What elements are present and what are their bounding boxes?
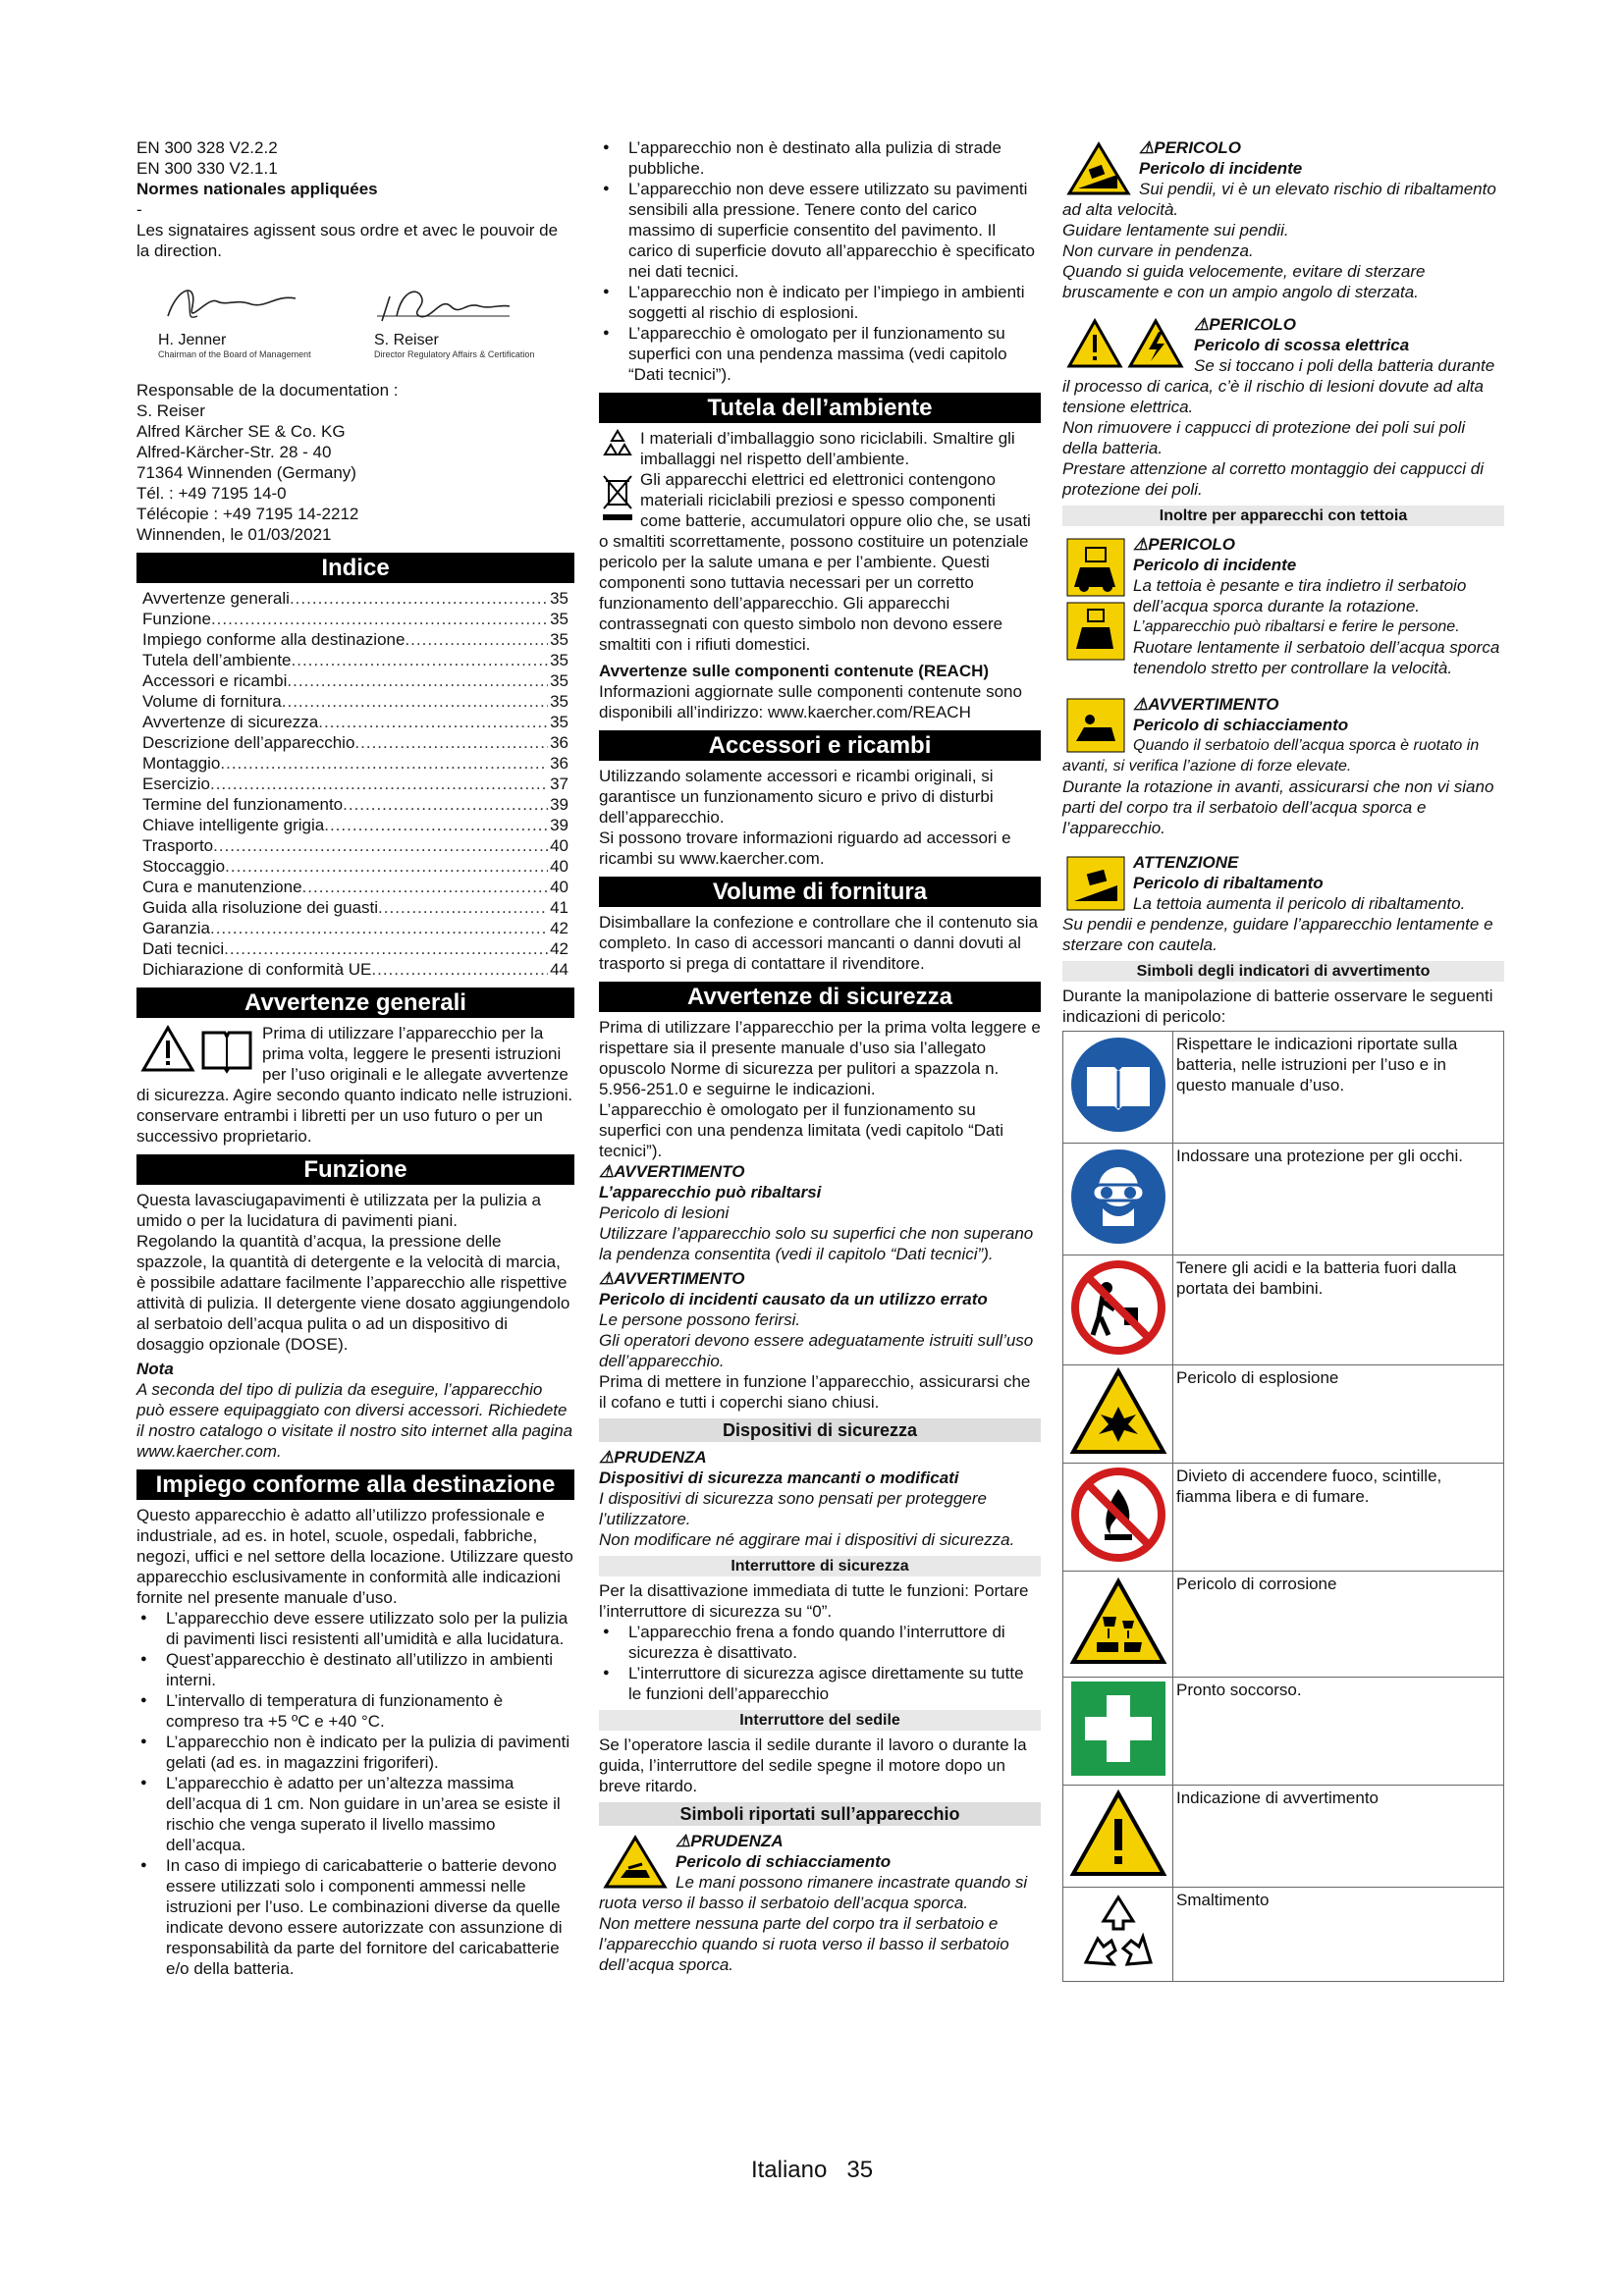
symbol-description: Indossare una protezione per gli occhi.: [1173, 1144, 1504, 1255]
recycling-icon: [1074, 1890, 1163, 1974]
responsible-line: Alfred-Kärcher-Str. 28 - 40: [136, 443, 332, 461]
list-item: ● L’intervallo di temperatura di funzionamento è compreso tra +5 ºC e +40 °C.: [136, 1690, 574, 1732]
symbol-description: Pericolo di corrosione: [1173, 1572, 1504, 1678]
toc-leader: [210, 774, 548, 794]
symbol-cell: [1063, 1255, 1173, 1365]
list-item: ● L’apparecchio non è indicato per l’impiego in ambienti soggetti al rischio di esplosioni.: [599, 282, 1041, 323]
toc-entry[interactable]: [136, 753, 574, 774]
explosion-danger-icon: [1069, 1367, 1167, 1456]
general-warnings-text-2: conservare entrambi i libretti per un uso futuro o per un successivo proprietario.: [136, 1106, 543, 1146]
toc-entry-title: Avvertenze di sicurezza: [142, 713, 319, 731]
function-text: Questa lavasciugapavimenti è utilizzata per la pulizia a umido o per la lucidatura di pavimenti piani.: [136, 1191, 542, 1230]
read-manual-icon: [1069, 1036, 1167, 1134]
symbol-cell: [1063, 1032, 1173, 1144]
warning-consequence: L’apparecchio può ribaltarsi e ferire le persone.: [1133, 618, 1460, 635]
warning-level: ⚠PERICOLO: [1139, 138, 1242, 157]
toc-entry-title: Stoccaggio: [142, 857, 226, 876]
environment-heading: Tutela dell’ambiente: [599, 393, 1041, 423]
device-symbols-heading: Simboli riportati sull’apparecchio: [599, 1802, 1041, 1826]
corrosion-danger-icon: [1069, 1577, 1167, 1666]
page-number: 35: [846, 2157, 874, 2183]
toc-entry-page: 35: [550, 651, 568, 669]
tank-crush-icon: [1066, 698, 1125, 753]
symbol-cell: [1063, 1144, 1173, 1255]
warning-title: Pericolo di ribaltamento: [1133, 874, 1324, 892]
toc-entry-page: 40: [550, 878, 568, 896]
warning-measure: Non rimuovere i cappucci di protezione dei poli sui poli della batteria.: [1062, 418, 1466, 457]
warning-title: Pericolo di incidente: [1139, 159, 1303, 178]
list-item: ● L’apparecchio non deve essere utilizzato su pavimenti sensibili alla pressione. Tenere conto del carico massimo di superficie consentito del pavimento. Il carico di superficie dovuto all’apparecchio è specificato nei dati tecnici.: [599, 179, 1041, 282]
toc-entry[interactable]: [136, 691, 574, 712]
roof-tip-block: [1062, 852, 1504, 955]
warning-measure: Prestare attenzione al corretto montaggio dei cappucci di protezione dei poli.: [1062, 459, 1485, 499]
warning-consequence: La tettoia è pesante e tira indietro il serbatoio dell’acqua sporca durante la rotazione.: [1133, 576, 1467, 615]
eye-protection-icon: [1069, 1148, 1167, 1246]
table-row: [1063, 1572, 1504, 1678]
warning-consequence: Pericolo di lesioni: [599, 1203, 730, 1222]
list-item: ● L’apparecchio è omologato per il funzionamento su superfici con una pendenza massima (vedi capitolo “Dati tecnici”).: [599, 323, 1041, 385]
symbol-cell: [1063, 1572, 1173, 1678]
table-row: [1063, 1255, 1504, 1365]
warning-measure: Su pendii e pendenze, guidare l’apparecchio lentamente e sterzare con cautela.: [1062, 915, 1493, 954]
roof-tipping-icon: [1066, 538, 1125, 597]
warning-measure: Non mettere nessuna parte del corpo tra il serbatoio e l’apparecchio quando si ruota verso il basso il serbatoio dell’acqua sporca.: [599, 1914, 1009, 1974]
table-row: [1063, 1678, 1504, 1786]
toc-leader: [225, 856, 548, 877]
toc-entry-title: Accessori e ricambi: [142, 671, 288, 690]
toc-entry-page: 39: [550, 795, 568, 814]
seat-switch-text: Se l’operatore lascia il sedile durante il lavoro o durante la guida, l’interruttore del sedile spegne il motore dopo un breve ritardo.: [599, 1735, 1027, 1795]
list-item: ● L’apparecchio non è indicato per la pulizia di pavimenti gelati (ad es. in magazzini frigoriferi).: [136, 1732, 574, 1773]
reach-title: Avvertenze sulle componenti contenute (REACH): [599, 662, 990, 680]
manual-book-icon: [199, 1025, 254, 1074]
list-item: ● L’interruttore di sicurezza agisce direttamente su tutte le funzioni dell’apparecchio: [599, 1663, 1041, 1704]
note-label: Nota: [136, 1360, 174, 1378]
table-row: [1063, 1144, 1504, 1255]
scope-of-delivery-text: Disimballare la confezione e controllare che il contenuto sia completo. In caso di accessori mancanti o danni dovuti al trasporto si prega di contattare il rivenditore.: [599, 913, 1038, 973]
signer-2-role: Director Regulatory Affairs & Certification: [374, 349, 535, 359]
warning-title: Pericolo di scossa elettrica: [1194, 336, 1410, 354]
warning-measure: Guidare lentamente sui pendii.: [1062, 221, 1289, 240]
general-warnings-block: [136, 1023, 574, 1105]
scope-of-delivery-heading: Volume di fornitura: [599, 877, 1041, 907]
toc-entry-page: 41: [550, 898, 568, 917]
responsible-line: Tél. : +49 7195 14-0: [136, 484, 287, 503]
symbol-cell: [1063, 1464, 1173, 1572]
toc-leader: [343, 794, 548, 815]
indicator-symbols-heading: Simboli degli indicatori di avvertimento: [1062, 961, 1504, 982]
warning-level: ⚠AVVERTIMENTO: [599, 1269, 745, 1288]
signer-1-role: Chairman of the Board of Management: [158, 349, 311, 359]
roof-heading: Inoltre per apparecchi con tettoia: [1062, 506, 1504, 526]
toc-entry[interactable]: [136, 712, 574, 732]
accessories-text: Utilizzando solamente accessori e ricambi originali, si garantisce un funzionamento sicuro e privo di disturbi dell’apparecchio.: [599, 767, 994, 827]
symbol-cell: [1063, 1365, 1173, 1464]
signature-jenner: [158, 277, 305, 330]
roof-tip-caution-icon: [1066, 856, 1125, 911]
safety-switch-heading: Interruttore di sicurezza: [599, 1556, 1041, 1576]
footer-language: Italiano: [750, 2157, 828, 2183]
note-text: A seconda del tipo di pulizia da eseguire, l’apparecchio può essere equipaggiato con diversi accessori. Richiedete il nostro catalogo o visitate il nostro sito internet alla pagina www.kaercher.com.: [136, 1380, 573, 1461]
toc-entry-page: 35: [550, 692, 568, 711]
signature-reiser: [372, 277, 519, 330]
toc-entry-page: 37: [550, 774, 568, 793]
warning-measure: Ruotare lentamente il serbatoio dell’acqua sporca tenendolo stretto per controllare la velocità.: [1133, 638, 1500, 677]
toc-leader: [378, 897, 548, 918]
list-item: ● Quest’apparecchio è destinato all’utilizzo in ambienti interni.: [136, 1649, 574, 1690]
toc-entry-page: 35: [550, 589, 568, 608]
toc-entry-page: 36: [550, 733, 568, 752]
toc-leader: [282, 691, 548, 712]
responsible-line: 71364 Winnenden (Germany): [136, 463, 356, 482]
toc-entry[interactable]: [136, 670, 574, 691]
safety-switch-text: Per la disattivazione immediata di tutte le funzioni: Portare l’interruttore di sicurezza su “0”.: [599, 1581, 1029, 1621]
seat-switch-heading: Interruttore del sedile: [599, 1710, 1041, 1731]
signer-2-name: S. Reiser: [374, 332, 439, 348]
safety-heading: Avvertenze di sicurezza: [599, 982, 1041, 1012]
roof-tipping-icon: [1066, 602, 1125, 661]
toc-leader: [292, 650, 549, 670]
list-item: ● L’apparecchio non è destinato alla pulizia di strade pubbliche.: [599, 137, 1041, 179]
table-row: [1063, 1786, 1504, 1888]
warning-level: ⚠PERICOLO: [1133, 535, 1236, 554]
warning-measure: Utilizzare l’apparecchio solo su superfici che non superano la pendenza consentita (vedi il capitolo “Dati tecnici”).: [599, 1224, 1034, 1263]
toc-entry-title: Termine del funzionamento: [142, 795, 344, 814]
warning-level: ⚠AVVERTIMENTO: [1133, 695, 1279, 714]
reach-text: Informazioni aggiornate sulle componenti contenute sono disponibili all’indirizzo: www.kaercher.com/REACH: [599, 682, 1022, 721]
list-item: ● L’apparecchio è adatto per un’altezza massima dell’acqua di 1 cm. Non guidare in un’area se esiste il rischio che venga superato il livello massimo dell’acqua.: [136, 1773, 574, 1855]
toc-leader: [324, 815, 548, 835]
toc-entry[interactable]: [136, 629, 574, 650]
warning-title: Pericolo di schiacciamento: [1133, 716, 1349, 734]
toc-entry-title: Trasporto: [142, 836, 214, 855]
column-2: [599, 137, 1041, 1975]
general-warning-icon: [1066, 318, 1123, 369]
list-item: ● L’apparecchio deve essere utilizzato solo per la pulizia di pavimenti lisci resistenti all’umidità e alla lucidatura.: [136, 1608, 574, 1649]
table-row: [1063, 1888, 1504, 1982]
warning-level: ⚠AVVERTIMENTO: [599, 1162, 745, 1181]
toc-leader: [287, 670, 548, 691]
warning-level: ⚠PRUDENZA: [599, 1448, 707, 1467]
toc-entry[interactable]: [136, 609, 574, 629]
toc-entry[interactable]: [136, 588, 574, 609]
toc-leader: [213, 835, 548, 856]
toc-leader: [354, 732, 548, 753]
toc-entry-title: Dati tecnici: [142, 939, 225, 958]
keep-away-children-icon: [1069, 1258, 1167, 1357]
toc-entry[interactable]: [136, 856, 574, 877]
responsible-line: Télécopie : +49 7195 14-2212: [136, 505, 359, 523]
warning-level: ATTENZIONE: [1133, 853, 1239, 872]
toc-entry-title: Esercizio: [142, 774, 210, 793]
toc-entry-page: 35: [550, 671, 568, 690]
toc-leader: [210, 918, 548, 938]
toc-leader: [318, 712, 548, 732]
toc-entry-page: 40: [550, 857, 568, 876]
slope-danger-block: [1062, 137, 1504, 220]
toc-leader: [220, 753, 548, 774]
warning-title: Pericolo di incidente: [1133, 556, 1297, 574]
environment-text: I materiali d’imballaggio sono riciclabili. Smaltire gli imballaggi nel rispetto dell’ambiente.: [640, 429, 1015, 468]
warning-consequence: Sui pendii, vi è un elevato rischio di ribaltamento ad alta velocità.: [1062, 180, 1496, 219]
national-standards-value: -: [136, 200, 142, 219]
toc-entry-title: Tutela dell’ambiente: [142, 651, 292, 669]
roof-icons: [1066, 538, 1125, 666]
toc-entry[interactable]: [136, 835, 574, 856]
toc-entry-title: Cura e manutenzione: [142, 878, 302, 896]
warning-title: L’apparecchio può ribaltarsi: [599, 1183, 822, 1201]
intended-use-text: Questo apparecchio è adatto all’utilizzo professionale e industriale, ad es. in hotel, scuole, ospedali, fabbriche, negozi, uffici e nel settore della locazione. Utilizzare questo apparecchio esclusivamente in conformità alle indicazioni fornite nel presente manuale d’uso.: [136, 1506, 573, 1607]
toc-entry[interactable]: [136, 794, 574, 815]
toc-leader: [302, 877, 549, 897]
toc-entry[interactable]: [136, 959, 574, 980]
toc-entry-page: 40: [550, 836, 568, 855]
warning-measure: Non modificare né aggirare mai i dispositivi di sicurezza.: [599, 1530, 1015, 1549]
warning-title: Pericolo di schiacciamento: [676, 1852, 892, 1871]
list-item: ● L’apparecchio frena a fondo quando l’interruttore di sicurezza è disattivato.: [599, 1622, 1041, 1663]
signatories-text: Les signataires agissent sous ordre et avec le pouvoir de la direction.: [136, 221, 559, 260]
list-item: ● In caso di impiego di caricabatterie o batterie devono essere utilizzati solo i componenti ammessi nelle istruzioni per l’uso. Le combinazioni diverse da quelle indicate devono essere autorizzate con assunzione di responsabilità da parte del fornitore del caricabatterie e/o della batteria.: [136, 1855, 574, 1979]
symbol-description: Pericolo di esplosione: [1173, 1365, 1504, 1464]
table-row: [1063, 1464, 1504, 1572]
toc-entry-title: Garanzia: [142, 919, 210, 937]
table-row: [1063, 1365, 1504, 1464]
symbol-description: Divieto di accendere fuoco, scintille, fiamma libera e di fumare.: [1173, 1464, 1504, 1572]
warning-measure: Durante la rotazione in avanti, assicurarsi che non vi siano parti del corpo tra il serbatoio dell’acqua sporca e l’apparecchio.: [1062, 777, 1494, 837]
warning-title: Pericolo di incidenti causato da un utilizzo errato: [599, 1290, 988, 1308]
standard: EN 300 330 V2.1.1: [136, 159, 278, 178]
symbol-cell: [1063, 1888, 1173, 1982]
symbol-description: Rispettare le indicazioni riportate sulla batteria, nelle istruzioni per l’uso e in questo manuale d’uso.: [1173, 1032, 1504, 1144]
toc-entry-page: 36: [550, 754, 568, 773]
symbol-description: Indicazione di avvertimento: [1173, 1786, 1504, 1888]
column-1: [136, 137, 574, 1979]
warning-consequence: Quando il serbatoio dell’acqua sporca è ruotato in avanti, si verifica l’azione di forze elevate.: [1062, 737, 1480, 774]
toc-entry-title: Chiave intelligente grigia: [142, 816, 325, 834]
warning-consequence: Le persone possono ferirsi.: [599, 1310, 801, 1329]
toc-entry-page: 42: [550, 919, 568, 937]
toc-entry-page: 42: [550, 939, 568, 958]
crossed-bin-icon: [601, 473, 634, 522]
roof-crush-block: [1062, 694, 1504, 776]
no-fire-icon: [1069, 1466, 1167, 1564]
general-warnings-text: Prima di utilizzare l’apparecchio per la prima volta, leggere le presenti istruzioni per l’uso originali e le allegate avvertenze di sicurezza. Agire secondo quanto indicato nelle istruzioni.: [136, 1024, 573, 1104]
warning-consequence: Se si toccano i poli della batteria durante il processo di carica, c’è il rischio di lesioni dovute ad alta tensione elettrica.: [1062, 356, 1495, 416]
electric-shock-icon: [1127, 318, 1184, 369]
battery-symbols-table: [1062, 1031, 1504, 1982]
table-of-contents: [136, 588, 574, 980]
safety-devices-heading: Dispositivi di sicurezza: [599, 1418, 1041, 1442]
toc-leader: [290, 588, 548, 609]
warning-measure: Gli operatori devono essere adeguatamente istruiti sull’uso dell’apparecchio.: [599, 1331, 1034, 1370]
symbol-cell: [1063, 1678, 1173, 1786]
electric-danger-block: [1062, 314, 1504, 417]
toc-entry[interactable]: [136, 918, 574, 938]
toc-entry-title: Impiego conforme alla destinazione: [142, 630, 406, 649]
page-footer: [0, 2157, 1624, 2183]
responsible-line: Responsable de la documentation :: [136, 381, 399, 400]
first-aid-icon: [1069, 1680, 1167, 1778]
symbol-description: Tenere gli acidi e la batteria fuori dalla portata dei bambini.: [1173, 1255, 1504, 1365]
crush-warning-block: [599, 1831, 1041, 1913]
warning-consequence: I dispositivi di sicurezza sono pensati per proteggere l’utilizzatore.: [599, 1489, 987, 1528]
responsible-line: S. Reiser: [136, 401, 205, 420]
warning-title: Dispositivi di sicurezza mancanti o modificati: [599, 1468, 959, 1487]
toc-entry[interactable]: [136, 732, 574, 753]
warning-indication-icon: [1069, 1789, 1167, 1878]
responsible-line: Winnenden, le 01/03/2021: [136, 525, 332, 544]
intended-use-heading: Impiego conforme alla destinazione: [136, 1469, 574, 1500]
safety-switch-list: [599, 1622, 1041, 1704]
toc-entry-title: Guida alla risoluzione dei guasti: [142, 898, 379, 917]
general-warnings-heading: Avvertenze generali: [136, 988, 574, 1018]
toc-entry-page: 35: [550, 713, 568, 731]
toc-entry[interactable]: [136, 650, 574, 670]
toc-entry[interactable]: [136, 897, 574, 918]
safety-text: L’apparecchio è omologato per il funzionamento su superfici con una pendenza limitata (vedi capitolo “Dati tecnici”).: [599, 1100, 1004, 1160]
toc-leader: [224, 938, 548, 959]
environment-block: [599, 428, 1041, 655]
toc-entry-page: 35: [550, 630, 568, 649]
toc-entry[interactable]: [136, 877, 574, 897]
table-row: [1063, 1032, 1504, 1144]
toc-entry-title: Montaggio: [142, 754, 221, 773]
toc-entry-page: 35: [550, 610, 568, 628]
signer-1-name: H. Jenner: [158, 332, 227, 348]
symbol-description: Pronto soccorso.: [1173, 1678, 1504, 1786]
toc-entry-title: Avvertenze generali: [142, 589, 290, 608]
toc-entry-page: 39: [550, 816, 568, 834]
toc-entry[interactable]: [136, 938, 574, 959]
function-heading: Funzione: [136, 1154, 574, 1185]
toc-entry[interactable]: [136, 774, 574, 794]
toc-heading: Indice: [136, 553, 574, 583]
warning-measure: Non curvare in pendenza.: [1062, 241, 1254, 260]
column-3: [1062, 137, 1504, 1982]
responsible-line: Alfred Kärcher SE & Co. KG: [136, 422, 346, 441]
tipping-danger-icon: [1066, 141, 1131, 196]
symbol-cell: [1063, 1786, 1173, 1888]
intended-use-list-continued: [599, 137, 1041, 385]
toc-entry-title: Descrizione dell’apparecchio: [142, 733, 355, 752]
warning-consequence: La tettoia aumenta il pericolo di ribaltamento.: [1133, 894, 1466, 913]
toc-entry[interactable]: [136, 815, 574, 835]
toc-entry-title: Dichiarazione di conformità UE: [142, 960, 372, 979]
hand-crush-warning-icon: [603, 1835, 668, 1890]
roof-danger-block: [1062, 534, 1504, 678]
accessories-text: Si possono trovare informazioni riguardo ad accessori e ricambi su www.kaercher.com.: [599, 828, 1011, 868]
toc-entry-title: Funzione: [142, 610, 211, 628]
toc-leader: [405, 629, 548, 650]
intended-use-list: [136, 1608, 574, 1979]
symbol-description: Smaltimento: [1173, 1888, 1504, 1982]
warning-triangle-icon: [140, 1025, 195, 1074]
toc-leader: [371, 959, 548, 980]
signature-block: [136, 273, 574, 366]
indicator-symbols-text: Durante la manipolazione di batterie osservare le seguenti indicazioni di pericolo:: [1062, 987, 1493, 1026]
warning-level: ⚠PERICOLO: [1194, 315, 1297, 334]
toc-leader: [211, 609, 548, 629]
toc-entry-title: Volume di fornitura: [142, 692, 282, 711]
toc-entry-page: 44: [550, 960, 568, 979]
safety-text: Prima di mettere in funzione l’apparecchio, assicurarsi che il cofano e tutti i coperchi siano chiusi.: [599, 1372, 1031, 1412]
warning-consequence: Le mani possono rimanere incastrate quando si ruota verso il basso il serbatoio dell’acqua sporca.: [599, 1873, 1028, 1912]
accessories-heading: Accessori e ricambi: [599, 730, 1041, 761]
function-text: Regolando la quantità d’acqua, la pressione delle spazzole, la quantità di detergente e la velocità di marcia, è possibile adattare facilmente l’apparecchio alle rispettive attività di pulizia. Il detergente viene dosato aggiungendolo al serbatoio dell’acqua pulita o ad un dispositivo di dosaggio opzionale (DOSE).: [136, 1232, 570, 1354]
safety-text: Prima di utilizzare l’apparecchio per la prima volta leggere e rispettare sia il presente manuale d’uso sia l’allegato opuscolo Norme di sicurezza per pulitori a spazzola n. 5.956-251.0 e seguirne le indicazioni.: [599, 1018, 1041, 1098]
recycle-icon: [601, 428, 634, 461]
warning-level: ⚠PRUDENZA: [676, 1832, 784, 1850]
standard: EN 300 328 V2.2.2: [136, 138, 278, 157]
environment-text-2: Gli apparecchi elettrici ed elettronici contengono materiali riciclabili preziosi e spesso componenti come batterie, accumulatori oppure olio che, se usati o smaltiti scorrettamente, possono costituire un potenziale pericolo per la salute umana e per l’ambiente. Questi componenti sono tuttavia necessari per un corretto funzionamento dell’apparecchio. Gli apparecchi contrassegnati con questo simbolo non devono essere smaltiti con i rifiuti domestici.: [599, 470, 1031, 654]
warning-measure: Quando si guida velocemente, evitare di sterzare bruscamente e con un ampio angolo di sterzata.: [1062, 262, 1426, 301]
national-standards-title: Normes nationales appliquées: [136, 180, 378, 198]
